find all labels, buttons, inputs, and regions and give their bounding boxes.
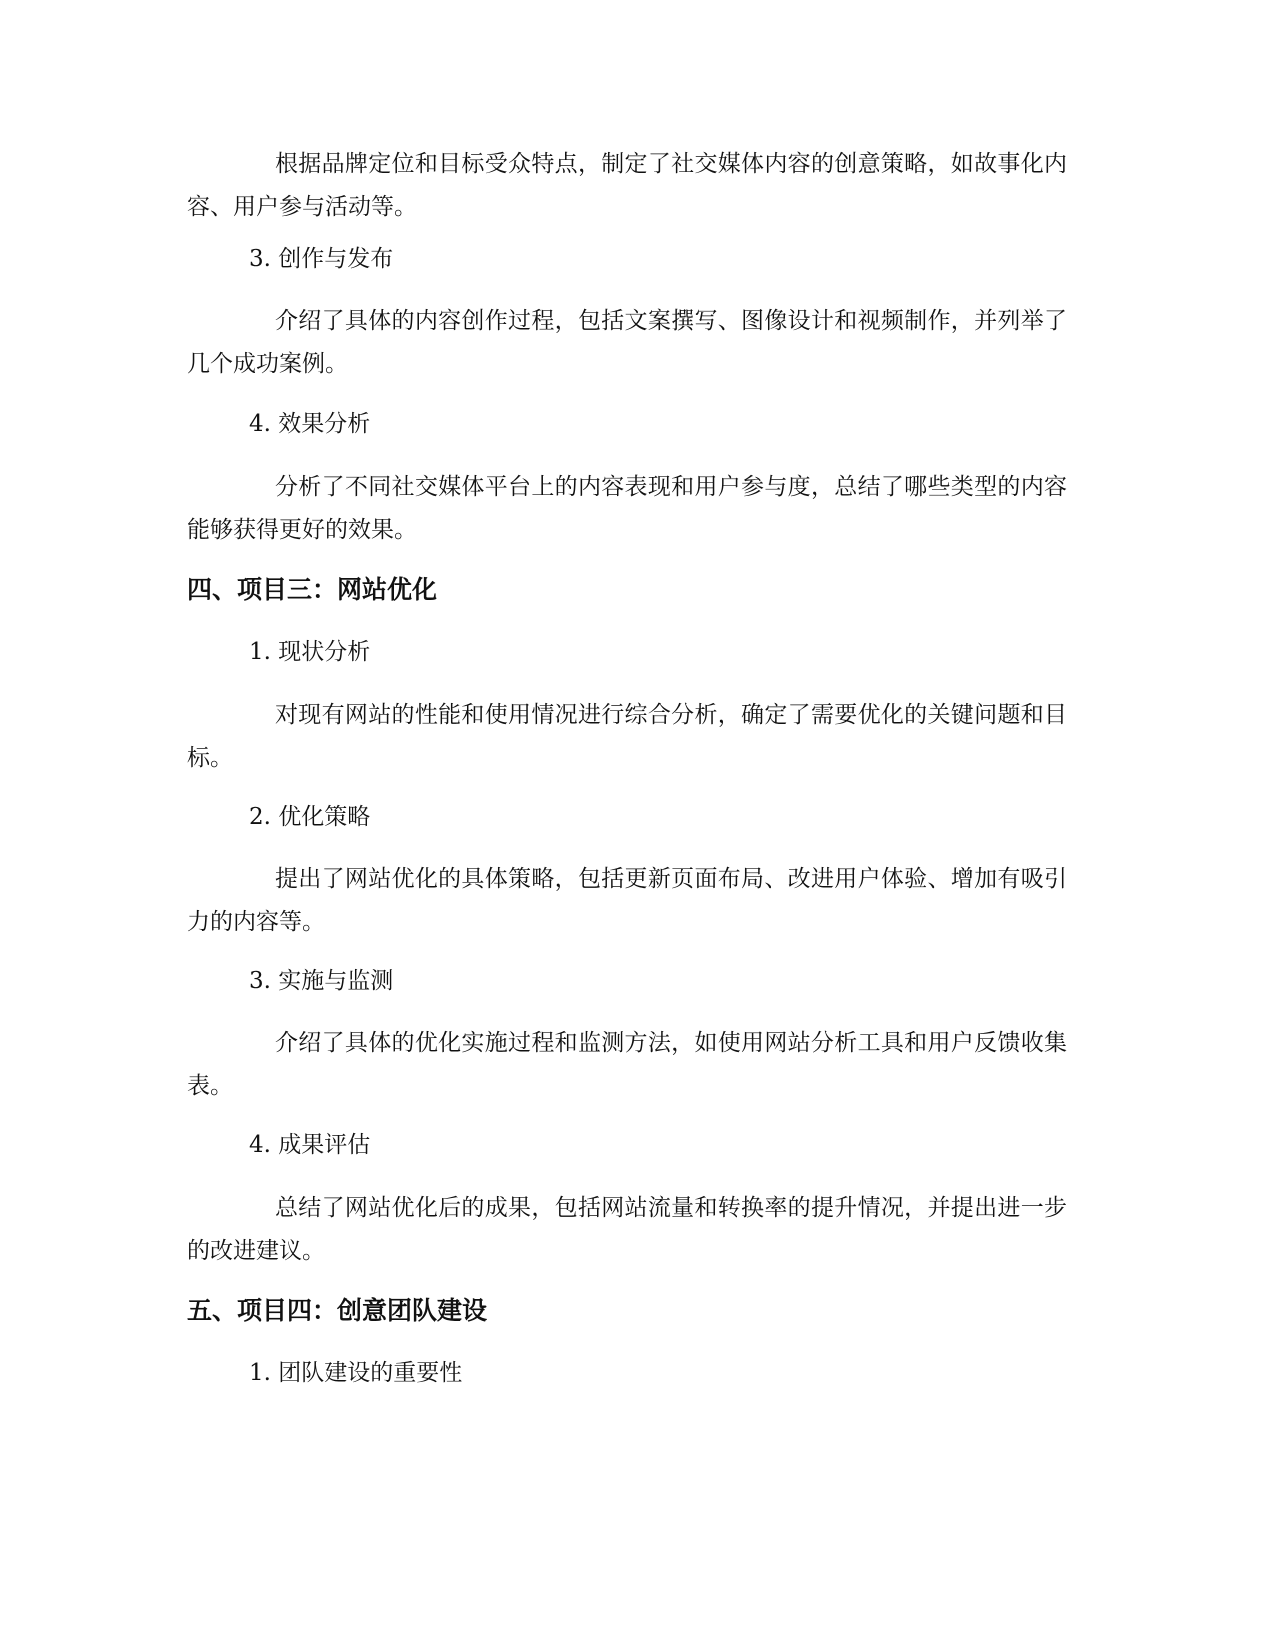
section-heading-team-building: 五、项目四：创意团队建设	[187, 1296, 488, 1325]
list-item-team-importance: 1. 团队建设的重要性	[249, 1360, 463, 1386]
paragraph-status-analysis: 对现有网站的性能和使用情况进行综合分析，确定了需要优化的关键问题和目标。	[187, 702, 1067, 771]
list-item-effect-analysis: 4. 效果分析	[249, 411, 371, 437]
list-item-status-analysis: 1. 现状分析	[249, 639, 371, 665]
list-item-implementation-monitoring: 3. 实施与监测	[249, 968, 394, 994]
section-heading-website-optimization: 四、项目三：网站优化	[187, 575, 438, 604]
list-item-optimization-strategy: 2. 优化策略	[249, 804, 371, 830]
paragraph-content-creation: 介绍了具体的内容创作过程，包括文案撰写、图像设计和视频制作，并列举了几个成功案例。	[187, 308, 1067, 377]
paragraph-result-evaluation: 总结了网站优化后的成果，包括网站流量和转换率的提升情况，并提出进一步的改进建议。	[187, 1195, 1067, 1264]
paragraph-implementation-monitoring: 介绍了具体的优化实施过程和监测方法，如使用网站分析工具和用户反馈收集表。	[187, 1030, 1067, 1099]
paragraph-creative-strategy: 根据品牌定位和目标受众特点，制定了社交媒体内容的创意策略，如故事化内容、用户参与活动等。	[187, 151, 1067, 220]
list-item-result-evaluation: 4. 成果评估	[249, 1132, 371, 1158]
paragraph-effect-analysis: 分析了不同社交媒体平台上的内容表现和用户参与度，总结了哪些类型的内容能够获得更好的效果。	[187, 474, 1067, 543]
list-item-creation-publish: 3. 创作与发布	[249, 246, 394, 272]
paragraph-optimization-strategy: 提出了网站优化的具体策略，包括更新页面布局、改进用户体验、增加有吸引力的内容等。	[187, 866, 1067, 935]
